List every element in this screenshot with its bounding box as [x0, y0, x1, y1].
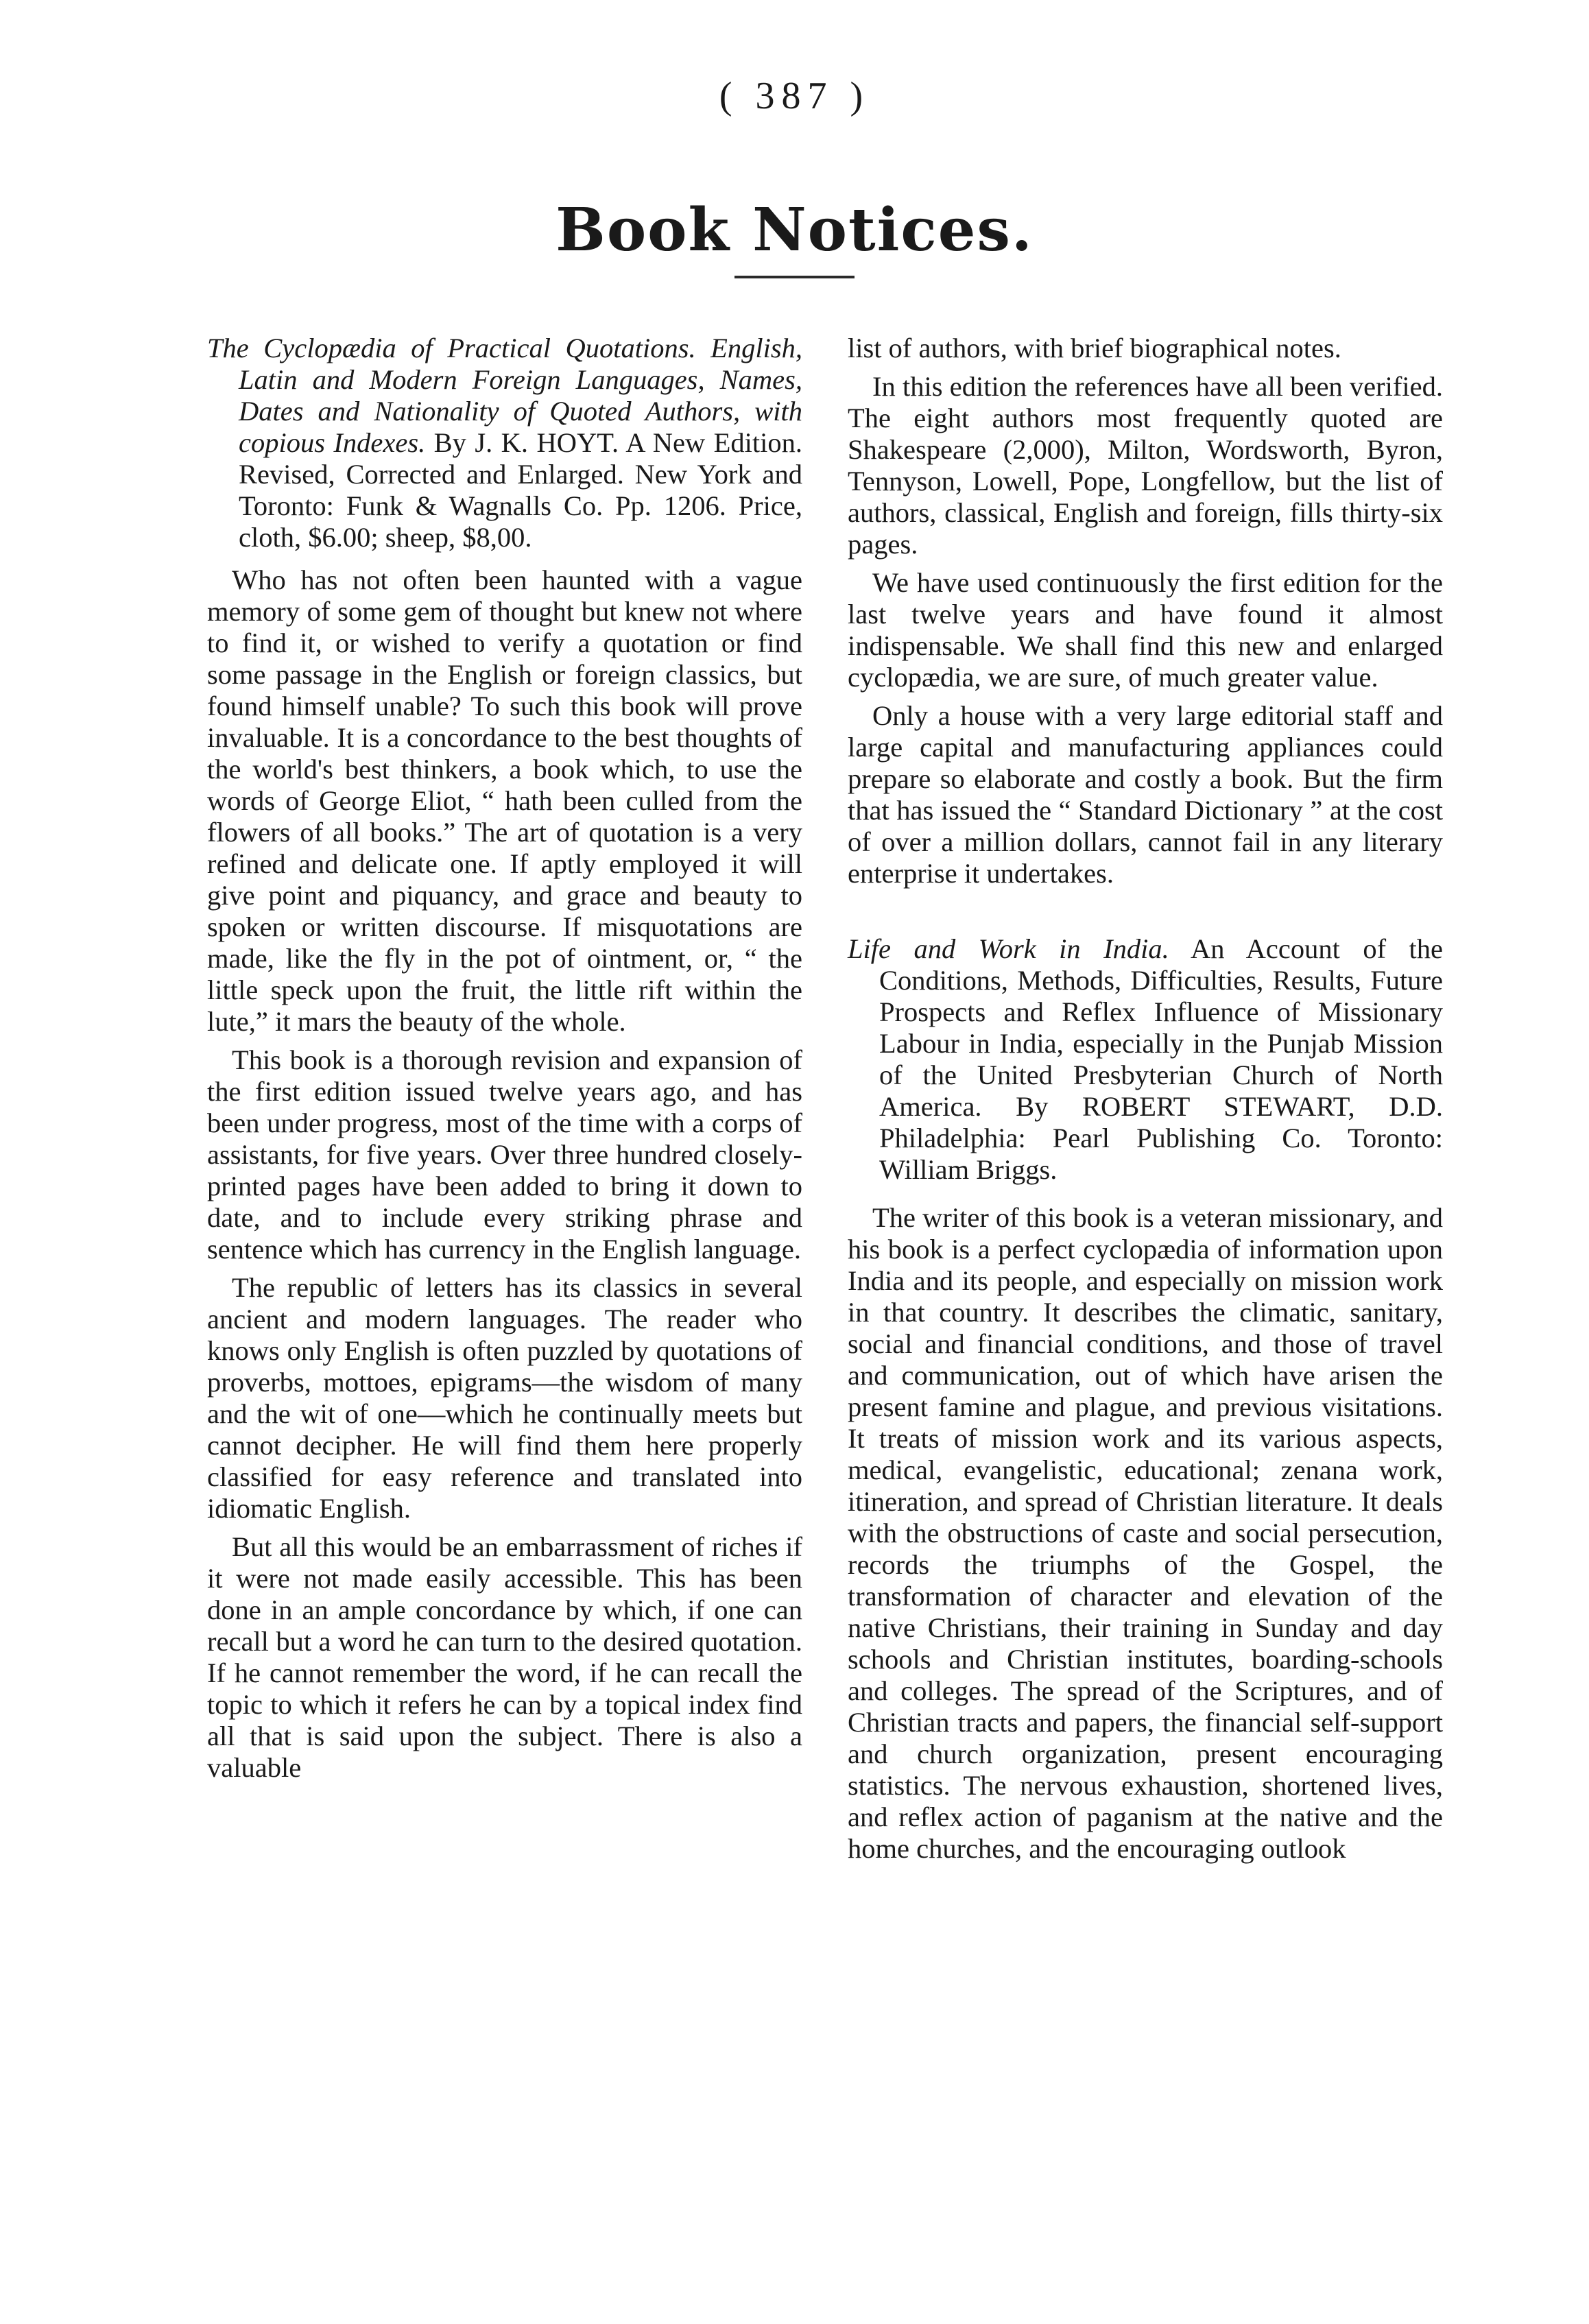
- book-entry-india: [848, 933, 1443, 1186]
- review-paragraph: This book is a thorough revision and expansion of the first edition issued twelve years ago, and has been under progress, most of the time with a corps of assistants, for five years. Over three hundred closely-printed pages have been added to bring it down to date, and to include every striking phrase and sentence which has currency in the English language.: [207, 1044, 802, 1265]
- book-details: An Account of the Conditions, Methods, Difficulties, Results, Future Prospects and Reflex Influence of Missionary Labour in India, especially in the Punjab Mission of the United Presbyterian Church of North America. By ROBERT STEWART, D.D. Philadelphia: Pearl Publishing Co. Toronto: William Briggs.: [879, 933, 1444, 1185]
- book-details: By J. K. HOYT. A New Edition. Revised, Corrected and Enlarged. New York and Toronto: Funk & Wagnalls Co. Pp. 1206. Price, cloth, $6.00; sheep, $8,00.: [239, 427, 803, 553]
- page-number: ( 387 ): [719, 75, 870, 117]
- book-title: The Cyclopædia of Practical Quotations. English, Latin and Modern Foreign Languages, Names, Dates and Nationality of Quoted Authors, with copious Indexes.: [207, 333, 802, 458]
- review-paragraph: Who has not often been haunted with a vague memory of some gem of thought but knew not where to find it, or wished to verify a quotation or find some passage in the English or foreign classics, but found himself unable? To such this book will prove invaluable. It is a concordance to the best thoughts of the world's best thinkers, a book which, to use the words of George Eliot, “ hath been culled from the flowers of all books.” The art of quotation is a very refined and delicate one. If aptly employed it will give point and piquancy, and grace and beauty to spoken or written discourse. If misquotations are made, like the fly in the pot of ointment, or, “ the little speck upon the fruit, the little rift within the lute,” it mars the beauty of the whole.: [207, 564, 802, 1037]
- review-continuation: list of authors, with brief biographical notes.: [848, 333, 1341, 363]
- review-paragraph: In this edition the references have all been verified. The eight authors most frequently quoted are Shakespeare (2,000), Milton, Wordsworth, Byron, Tennyson, Lowell, Pope, Longfellow, but the list of authors, classical, English and foreign, fills thirty-six pages.: [848, 371, 1443, 560]
- book-entry-cyclopaedia: [207, 333, 802, 553]
- section-title: Book Notices.: [555, 195, 1034, 265]
- review-paragraph: We have used continuously the first edition for the last twelve years and have found it almost indispensable. We shall find this new and enlarged cyclopædia, we are sure, of much greater value.: [848, 567, 1443, 693]
- right-column: [848, 333, 1443, 1871]
- review-paragraph: The writer of this book is a veteran missionary, and his book is a perfect cyclopædia of information upon India and its people, and especially on mission work in that country. It describes the climatic, sanitary, social and financial conditions, and those of travel and communication, out of which have arisen the present famine and plague, and previous visitations. It treats of mission work and its various aspects, medical, evangelistic, educational; zenana work, itineration, and spread of Christian literature. It deals with the obstructions of caste and social persecution, records the triumphs of the Gospel, the transformation of character and elevation of the native Christians, their training in Sunday and day schools and Christian institutes, boarding-schools and colleges. The spread of the Scriptures, and of Christian tracts and papers, the financial self-support and church organization, present encouraging statistics. The nervous exhaustion, shortened lives, and reflex action of paganism at the native and the home churches, and the encouraging outlook: [848, 1202, 1443, 1864]
- left-column: [207, 333, 802, 1790]
- book-title: Life and Work in India.: [848, 933, 1169, 964]
- review-paragraph: Only a house with a very large editorial staff and large capital and manufacturing appliances could prepare so elaborate and costly a book. But the firm that has issued the “ Standard Dictionary ” at the cost of over a million dollars, cannot fail in any literary enterprise it undertakes.: [848, 700, 1443, 889]
- review-paragraph: The republic of letters has its classics in several ancient and modern languages. The reader who knows only English is often puzzled by quotations of proverbs, mottoes, epigrams—the wisdom of many and the wit of one—which he continually meets but cannot decipher. He will find them here properly classified for easy reference and translated into idiomatic English.: [207, 1272, 802, 1524]
- review-paragraph: But all this would be an embarrassment of riches if it were not made easily accessible. This has been done in an ample concordance by which, if one can recall but a word he can turn to the desired quotation. If he cannot remember the word, if he can recall the topic to which it refers he can by a topical index find all that is said upon the subject. There is also a valuable: [207, 1531, 802, 1783]
- title-rule: [734, 276, 855, 278]
